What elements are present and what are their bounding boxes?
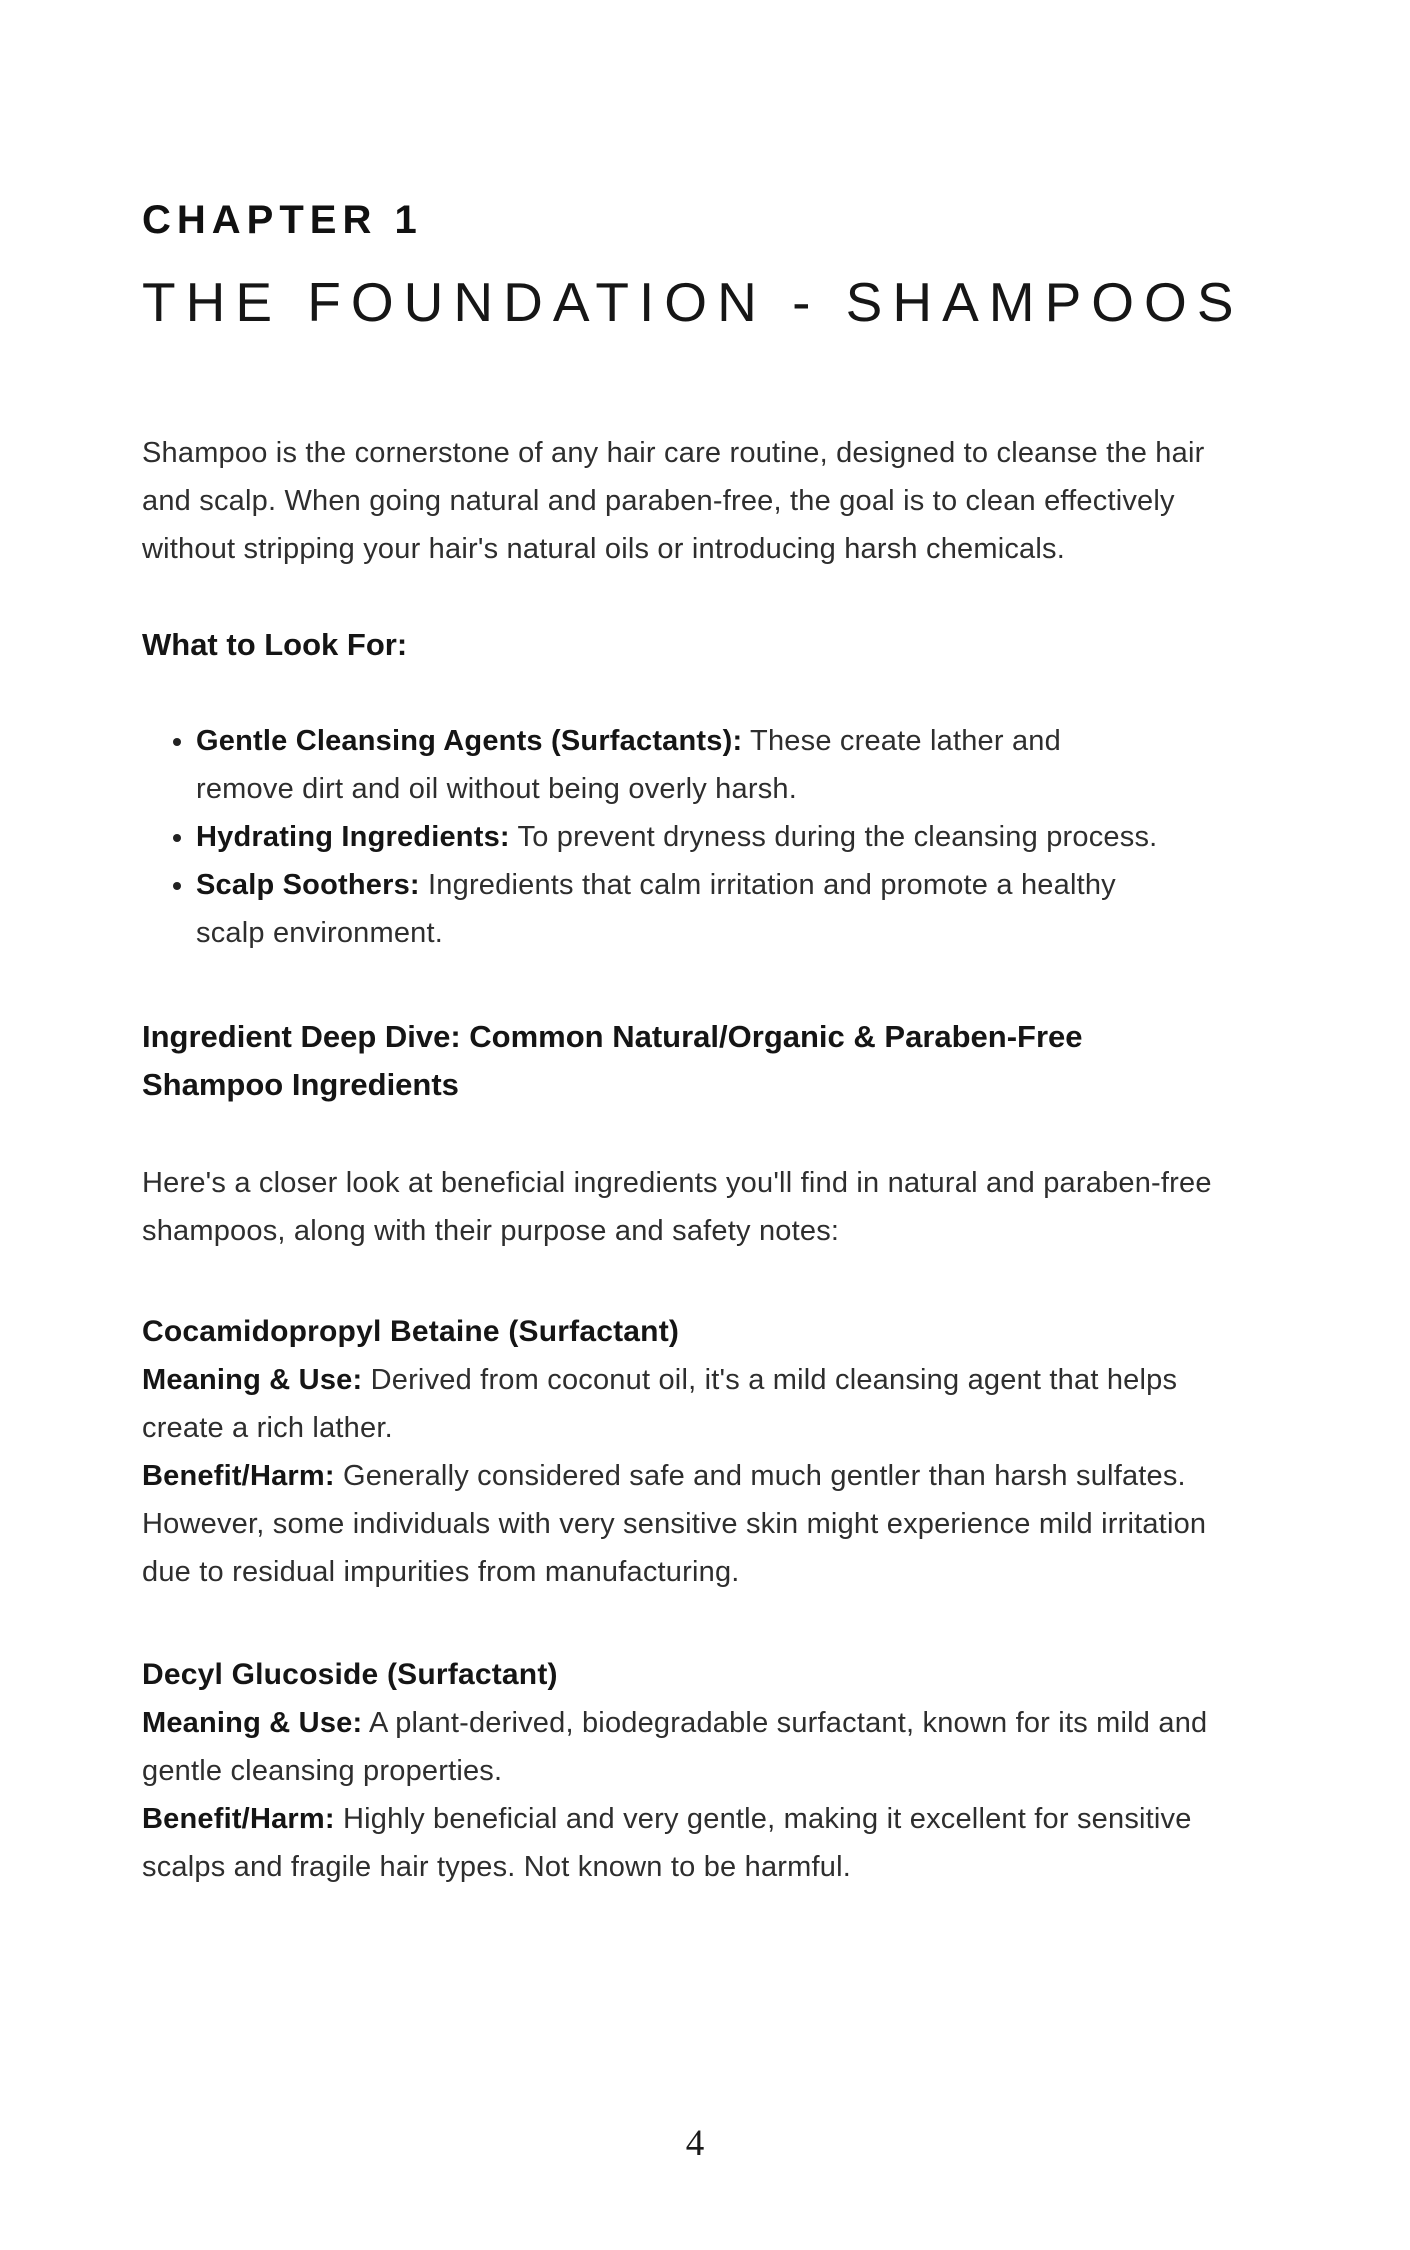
meaning-use-text: Derived from coconut oil, it's a mild cleansing agent that helps create a rich lather. [142, 1364, 1178, 1444]
ingredient-deep-dive-heading: Ingredient Deep Dive: Common Natural/Organic & Paraben-Free Shampoo Ingredients [142, 1019, 1083, 1102]
meaning-use-label: Meaning & Use: [142, 1364, 363, 1396]
bullet-label: Scalp Soothers: [196, 869, 420, 901]
bullet-label: Hydrating Ingredients: [196, 821, 510, 853]
benefit-harm-label: Benefit/Harm: [142, 1803, 335, 1835]
ingredient-name: Decyl Glucoside (Surfactant) [142, 1658, 558, 1691]
what-to-look-for-heading: What to Look For: [142, 627, 408, 662]
list-item [196, 717, 1227, 813]
look-for-bullet-list [142, 717, 1227, 957]
bullet-text: To prevent dryness during the cleansing process. [509, 821, 1158, 853]
benefit-harm-text: Highly beneficial and very gentle, making it excellent for sensitive scalps and fragile hair types. Not known to be harmful. [142, 1803, 1192, 1883]
ingredient-section-cocamidopropyl [142, 1308, 1227, 1596]
ingredient-meaning-line [142, 1699, 1227, 1795]
page-content [142, 197, 1244, 1891]
bullet-label: Gentle Cleansing Agents (Surfactants): [196, 725, 743, 757]
ingredient-meaning-line [142, 1356, 1227, 1452]
benefit-harm-text: Generally considered safe and much gentler than harsh sulfates. However, some individuals with very sensitive skin might experience mild irritation due to residual impurities from manufacturing. [142, 1460, 1207, 1588]
benefit-harm-label: Benefit/Harm: [142, 1460, 335, 1492]
bullet-text: These create lather and remove dirt and oil without being overly harsh. [196, 725, 1061, 805]
deep-dive-intro-paragraph: Here's a closer look at beneficial ingredients you'll find in natural and paraben-free shampoos, along with their purpose and safety notes: [142, 1167, 1212, 1247]
page-number: 4 [685, 2123, 705, 2164]
bullet-text: Ingredients that calm irritation and promote a healthy scalp environment. [196, 869, 1116, 949]
ingredient-benefit-line [142, 1452, 1227, 1596]
chapter-label: CHAPTER 1 [142, 198, 423, 242]
meaning-use-text: A plant-derived, biodegradable surfactant, known for its mild and gentle cleansing properties. [142, 1707, 1208, 1787]
chapter-title: THE FOUNDATION - SHAMPOOS [142, 271, 1244, 333]
list-item [196, 861, 1227, 957]
list-item [196, 813, 1227, 861]
meaning-use-label: Meaning & Use: [142, 1707, 363, 1739]
ingredient-name: Cocamidopropyl Betaine (Surfactant) [142, 1315, 680, 1348]
ingredient-section-decyl-glucoside [142, 1651, 1227, 1891]
ingredient-benefit-line [142, 1795, 1227, 1891]
intro-paragraph: Shampoo is the cornerstone of any hair care routine, designed to cleanse the hair and scalp. When going natural and paraben-free, the goal is to clean effectively without stripping your hair's natural oils or introducing harsh chemicals. [142, 437, 1205, 565]
